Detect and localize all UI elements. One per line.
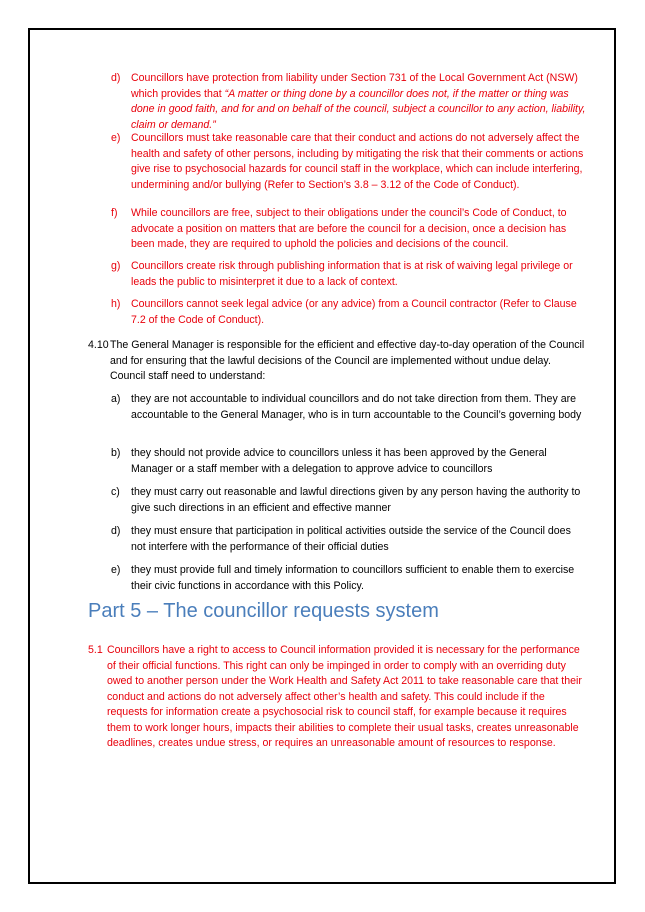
list-item-text: they must ensure that participation in political activities outside the service of the Council does not interfere with the performance of their official duties: [131, 525, 571, 553]
clause-number: 4.10: [88, 339, 109, 351]
list-item-text: Councillors create risk through publishing information that is at risk of waiving legal privilege or leads the public to misinterpret it due to a lack of context.: [131, 260, 573, 288]
list-marker: c): [111, 486, 120, 498]
list-marker: d): [111, 525, 121, 537]
list-item-text: [131, 71, 586, 133]
list-marker: h): [111, 298, 121, 310]
list-marker: b): [111, 447, 121, 459]
quoted-act-text: “A matter or thing done by a councillor does not, if the matter or thing was done in good faith, and for and on behalf of the council, subject a councillor to any action, liability, claim or demand.”: [131, 87, 586, 131]
list-marker: e): [111, 564, 121, 576]
list-item-text: they should not provide advice to councillors unless it has been approved by the General Manager or a staff member with a delegation to approve advice to councillors: [131, 447, 547, 475]
list-item-text: they must carry out reasonable and lawful directions given by any person having the authority to give such directions in an efficient and effective manner: [131, 486, 581, 514]
list-item-text: they are not accountable to individual councillors and do not take direction from them. They are accountable to the General Manager, who is in turn accountable to the Council’s governing body: [131, 393, 582, 421]
list-marker: d): [111, 72, 121, 84]
list-item-text: they must provide full and timely information to councillors sufficient to enable them to exercise their civic functions in accordance with this Policy.: [131, 564, 575, 592]
list-marker: e): [111, 132, 121, 144]
list-marker: a): [111, 393, 121, 405]
list-marker: g): [111, 260, 121, 272]
list-item-text-plain: Councillors have protection from liability under Section 731 of the Local Government Act (NSW) which provides that: [131, 72, 578, 100]
list-marker: f): [111, 207, 118, 219]
list-item-text: Councillors must take reasonable care that their conduct and actions do not adversely affect the health and safety of other persons, including by mitigating the risk that their comments or actions give rise to psychosocial hazards for council staff in the workplace, which can include interfering, undermining and/or bullying (Refer to Section’s 3.8 – 3.12 of the Code of Conduct).: [131, 132, 584, 191]
section-heading-part-5: Part 5 – The councillor requests system: [88, 600, 439, 622]
clause-text: Councillors have a right to access to Council information provided it is necessary for the performance of their official functions. This right can only be impinged in order to comply with an overriding duty owed to another person under the Work Health and Safety Act 2011 to take reasonable care that their conduct and actions do not adversely affect other’s health and safety. This could include if the requests for information create a psychosocial risk to council staff, for example because it requires them to work longer hours, impacts their abilities to complete their usual tasks, creates unreasonable deadlines, creates undue stress, or requires an unreasonable amount of resources to response.: [107, 644, 582, 749]
list-item-text: While councillors are free, subject to their obligations under the council’s Code of Conduct, to advocate a position on matters that are before the council for a decision, once a decision has been made, they are required to uphold the policies and decisions of the council.: [131, 207, 567, 250]
clause-number: 5.1: [88, 644, 103, 656]
clause-text: The General Manager is responsible for the efficient and effective day-to-day operation of the Council and for ensuring that the lawful decisions of the Council are implemented without undue delay. Council staff need to understand:: [110, 339, 585, 382]
list-item-text: Councillors cannot seek legal advice (or any advice) from a Council contractor (Refer to Clause 7.2 of the Code of Conduct).: [131, 298, 577, 326]
